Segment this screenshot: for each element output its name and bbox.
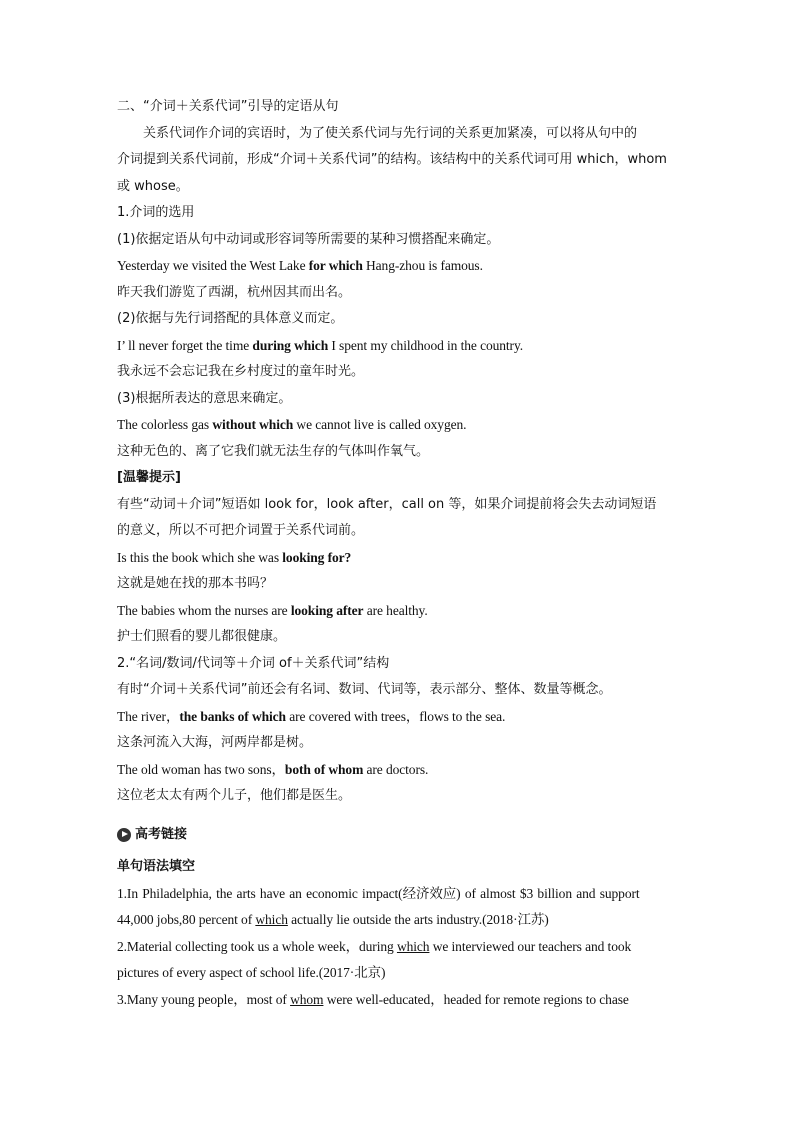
answer-blank: whom: [290, 991, 324, 1007]
example-text: The old woman has two sons，: [117, 761, 285, 777]
example-7-translation: 这位老太太有两个儿子，他们都是医生。: [117, 788, 352, 803]
rule-3: (3)根据所表达的意思来确定。: [117, 390, 292, 406]
intro-line-3: 或 whose。: [117, 178, 189, 194]
example-text: Hang-zhou is famous.: [362, 258, 483, 273]
question-text: were well-educated，headed for remote regions to chase: [323, 991, 629, 1007]
question-text: 44,000 jobs,80 percent of: [117, 912, 256, 927]
example-text: I’ ll never forget the time: [117, 337, 253, 353]
subsection-title-1: 1.介词的选用: [117, 205, 195, 220]
intro-line-1: 关系代词作介词的宾语时，为了使关系代词与先行词的关系更加紧凑，可以将从句中的: [143, 125, 638, 141]
example-text: are covered with trees，flows to the sea.: [285, 708, 506, 724]
example-3-translation: 这种无色的、离了它我们就无法生存的气体叫作氧气。: [117, 443, 430, 459]
example-bold: the banks of which: [179, 708, 286, 724]
rule-4: 有时“介词＋关系代词”前还会有名词、数词、代词等，表示部分、整体、数量等概念。: [117, 682, 612, 697]
subsection-title-2: 2.“名词/数词/代词等＋介词 of＋关系代词”结构: [117, 655, 390, 671]
example-text: are healthy.: [363, 602, 428, 618]
example-6-translation: 这条河流入大海，河两岸都是树。: [117, 735, 313, 750]
example-bold: without which: [212, 417, 294, 432]
rule-2: (2)依据与先行词搭配的具体意义而定。: [117, 311, 344, 326]
example-4-translation: 这就是她在找的那本书吗？: [117, 576, 274, 591]
question-text: 3.Many young people，most of: [117, 991, 291, 1007]
tip-title: [温馨提示]: [117, 470, 181, 485]
example-5-translation: 护士们照看的婴儿都很健康。: [117, 629, 287, 644]
question-text: 2.Material collecting took us a whole week，during: [117, 938, 397, 954]
example-bold: looking after: [290, 602, 364, 618]
tip-line-1: 有些“动词＋介词”短语如 look for，look after，call on 等，如果介词提前将会失去动词短语: [117, 496, 657, 512]
question-text: we interviewed our teachers and took: [429, 938, 632, 954]
document-page: [117, 94, 679, 1013]
question-1-line-1: 1.In Philadelphia, the arts have an economic impact(经济效应) of almost $3 billion and support: [117, 885, 640, 901]
example-2-translation: 我永远不会忘记我在乡村度过的童年时光。: [117, 364, 365, 379]
example-1-translation: 昨天我们游览了西湖，杭州因其而出名。: [117, 284, 352, 300]
question-text: actually lie outside the arts industry.(2018·江苏): [287, 912, 549, 927]
example-7: [117, 757, 679, 784]
play-circle-icon: [117, 828, 131, 842]
rule-1: (1)依据定语从句中动词或形容词等所需要的某种习惯搭配来确定。: [117, 231, 500, 247]
exam-link-heading: [117, 822, 679, 849]
question-2-line-2: pictures of every aspect of school life.(2017·北京): [117, 965, 386, 980]
exam-link-title: 高考链接: [135, 826, 188, 842]
example-3: [117, 412, 679, 439]
question-3-line-1: [117, 987, 679, 1014]
example-bold: looking for?: [282, 549, 352, 565]
example-text: I spent my childhood in the country.: [328, 337, 524, 353]
example-2: [117, 333, 679, 360]
question-1-line-2: [117, 907, 679, 934]
intro-line-2: 介词提到关系代词前，形成“介词＋关系代词”的结构。该结构中的关系代词可用 which，whom: [117, 152, 667, 167]
question-2-line-1: [117, 934, 679, 961]
example-6: [117, 704, 679, 731]
section-title: 二、“介词＋关系代词”引导的定语从句: [117, 99, 339, 114]
example-text: The colorless gas: [117, 417, 213, 432]
example-text: Yesterday we visited the West Lake: [117, 258, 309, 273]
example-1: [117, 253, 679, 280]
example-text: The babies whom the nurses are: [117, 602, 291, 618]
answer-blank: which: [255, 912, 288, 927]
tip-line-2: 的意义，所以不可把介词置于关系代词前。: [117, 523, 365, 538]
example-text: The river，: [117, 708, 180, 724]
example-text: are doctors.: [363, 761, 429, 777]
example-bold: both of whom: [284, 761, 364, 777]
example-bold: for which: [308, 258, 363, 273]
example-bold: during which: [252, 337, 329, 353]
example-4: [117, 545, 679, 572]
example-text: we cannot live is called oxygen.: [293, 417, 467, 432]
answer-blank: which: [396, 938, 430, 954]
spacer: [117, 810, 679, 822]
example-text: Is this the book which she was: [117, 549, 283, 565]
exercise-title: 单句语法填空: [117, 859, 196, 874]
example-5: [117, 598, 679, 625]
